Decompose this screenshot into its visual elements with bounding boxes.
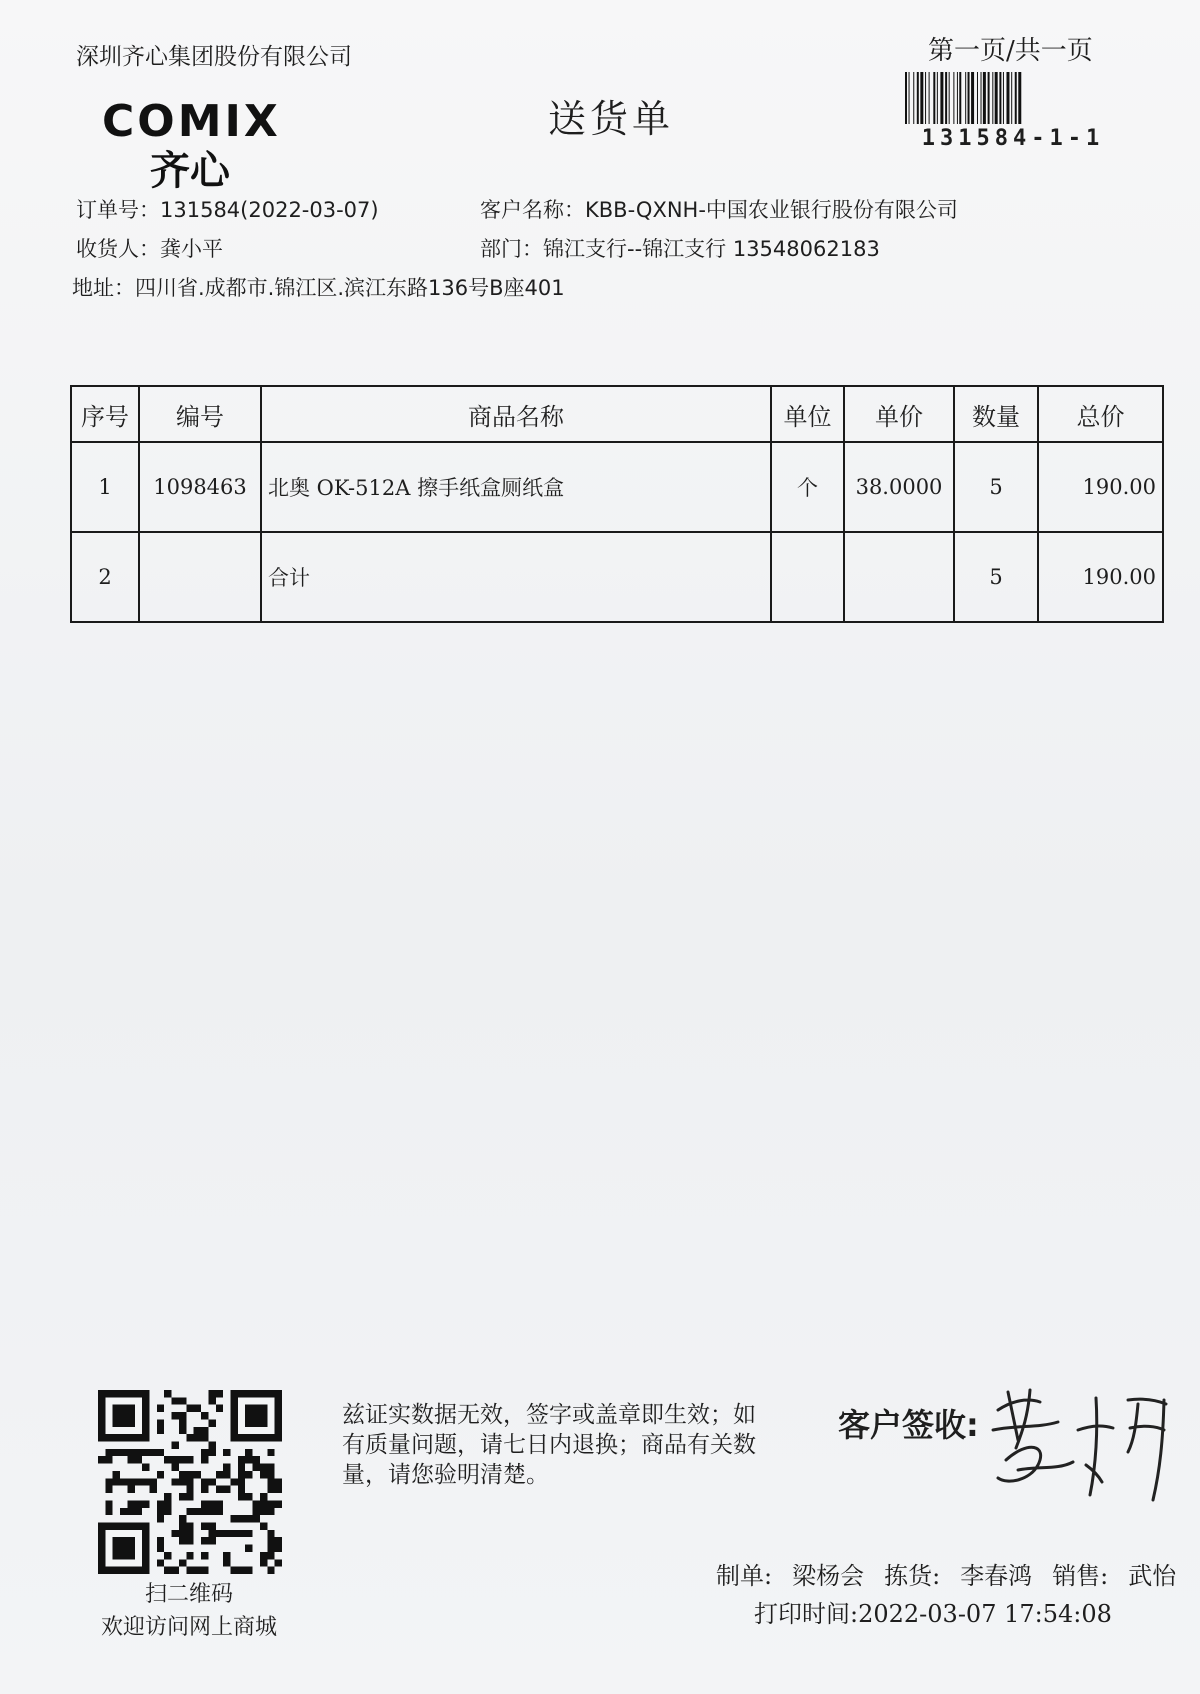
- order-number-label: 订单号 ：: [76, 198, 160, 222]
- table-header-row: [71, 386, 1163, 442]
- print-time: [754, 1594, 1112, 1629]
- picker-field: [884, 1562, 1032, 1590]
- qr-caption-line2: 欢迎访问网上商城: [100, 1615, 277, 1640]
- table-row: [71, 532, 1163, 622]
- order-number-field: [76, 194, 379, 224]
- header-code: 编号: [139, 386, 261, 442]
- address-label: 地址 ：: [72, 276, 135, 300]
- cell-quantity: 5: [954, 442, 1038, 532]
- cell-total: 190.00: [1038, 532, 1163, 622]
- customer-name-value: KBB-QXNH-中国农业银行股份有限公司: [585, 198, 958, 222]
- picker-value: 李春鸿: [960, 1562, 1033, 1590]
- cell-unit-price: [844, 532, 954, 622]
- header-unit: 单位: [771, 386, 844, 442]
- department-field: [480, 233, 880, 263]
- order-number-value: 131584(2022-03-07): [160, 198, 379, 222]
- header-quantity: 数量: [954, 386, 1038, 442]
- items-table: [70, 385, 1164, 623]
- header-seq: 序号: [71, 386, 139, 442]
- department-value: 锦江支行--锦江支行 13548062183: [543, 237, 880, 261]
- print-time-value: 2022-03-07 17:54:08: [858, 1600, 1112, 1628]
- cell-code: 1098463: [139, 442, 261, 532]
- header-total: 总价: [1038, 386, 1163, 442]
- svg-text:齐心: 齐心: [150, 148, 230, 192]
- cell-unit: [771, 532, 844, 622]
- maker-value: 梁杨会: [792, 1562, 865, 1590]
- document-title: 送货单: [548, 97, 675, 141]
- cell-product-name: 合计: [261, 532, 771, 622]
- customer-sign-label: 客户签收:: [838, 1406, 979, 1444]
- maker-field: [716, 1562, 864, 1590]
- comix-logo: [98, 96, 330, 192]
- maker-label: 制单:: [716, 1562, 773, 1590]
- barcode: [905, 72, 1121, 124]
- cell-unit-price: 38.0000: [844, 442, 954, 532]
- staff-line: [716, 1556, 1176, 1591]
- picker-label: 拣货:: [884, 1562, 941, 1590]
- cell-quantity: 5: [954, 532, 1038, 622]
- cell-total: 190.00: [1038, 442, 1163, 532]
- sales-field: [1052, 1562, 1176, 1590]
- receiver-label: 收货人 ：: [76, 237, 160, 261]
- company-name: 深圳齐心集团股份有限公司: [76, 44, 352, 70]
- sales-value: 武怡: [1128, 1562, 1177, 1590]
- customer-name-field: [480, 194, 958, 224]
- table-row: [71, 442, 1163, 532]
- department-label: 部门 ：: [480, 237, 543, 261]
- header-unit-price: 单价: [844, 386, 954, 442]
- cell-seq: 1: [71, 442, 139, 532]
- receiver-value: 龚小平: [160, 237, 223, 261]
- handwritten-signature: [978, 1370, 1178, 1510]
- customer-name-label: 客户名称 ：: [480, 198, 585, 222]
- page-indicator: 第一页/共一页: [928, 36, 1093, 66]
- cell-seq: 2: [71, 532, 139, 622]
- header-product-name: 商品名称: [261, 386, 771, 442]
- address-field: [72, 272, 565, 302]
- cell-product-name: 北奥 OK-512A 擦手纸盒厕纸盒: [261, 442, 771, 532]
- cell-unit: 个: [771, 442, 844, 532]
- address-value: 四川省.成都市.锦江区.滨江东路136号B座401: [135, 276, 565, 300]
- qr-code: [98, 1390, 282, 1574]
- disclaimer-note: 兹证实数据无效，签字或盖章即生效；如有质量问题，请七日内退换；商品有关数量，请您验明清楚。: [342, 1402, 756, 1488]
- sales-label: 销售:: [1052, 1562, 1109, 1590]
- barcode-number: 131584-1-1: [921, 126, 1105, 151]
- cell-code: [139, 532, 261, 622]
- qr-caption: [70, 1578, 308, 1644]
- svg-text:COMIX: COMIX: [102, 96, 281, 147]
- print-time-label: 打印时间:: [754, 1600, 859, 1628]
- receiver-field: [76, 233, 223, 263]
- qr-caption-line1: 扫二维码: [144, 1582, 233, 1607]
